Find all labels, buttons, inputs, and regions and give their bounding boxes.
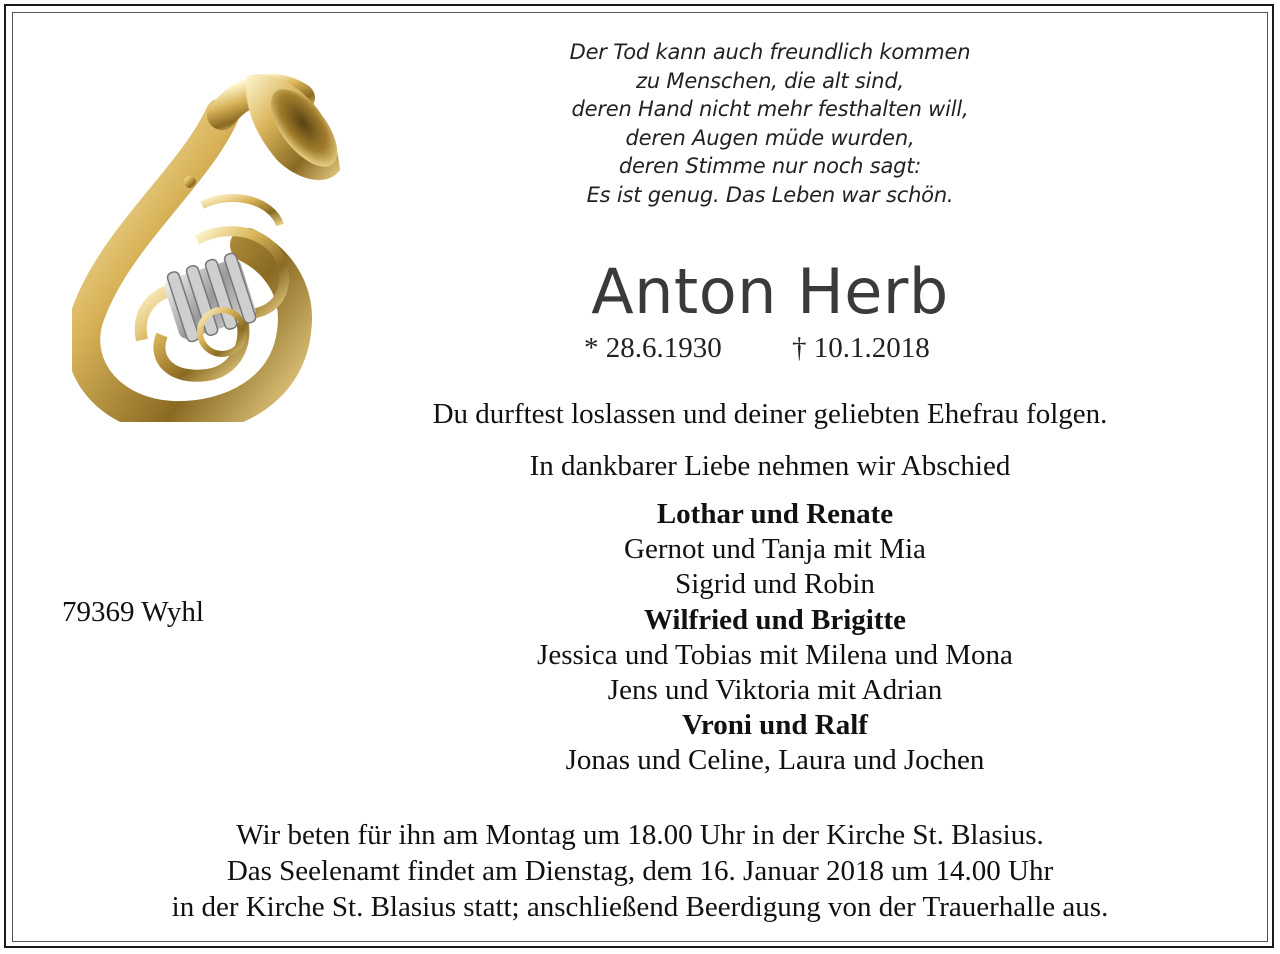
poem-line: deren Augen müde wurden, [625,125,915,150]
family-line: Wilfried und Brigitte [643,603,907,636]
family-line: Gernot und Tanja mit Mia [624,533,926,566]
service-line: Wir beten für ihn am Montag um 18.00 Uhr in der Kirche St. Blasius. [236,819,1044,851]
family-line: Jonas und Celine, Laura und Jochen [565,744,985,777]
poem-line: zu Menschen, die alt sind, [636,68,904,93]
thanks-text: In dankbarer Liebe nehmen wir Abschied [529,450,1011,482]
poem [470,38,1070,209]
family-line: Sigrid und Robin [675,568,875,601]
family-line: Jens und Viktoria mit Adrian [607,674,943,707]
family-line: Lothar und Renate [656,498,894,530]
life-dates [570,330,970,366]
farewell-text: Du durftest loslassen und deiner geliebten Ehefrau folgen. [432,398,1108,430]
deceased-name: Anton Herb [591,255,949,328]
birth-date: * 28.6.1930 [584,332,722,364]
family-line: Jessica und Tobias mit Milena und Mona [537,638,1013,671]
poem-line: deren Hand nicht mehr festhalten will, [571,97,969,121]
family-line: Vroni und Ralf [682,709,868,742]
poem-line: Es ist genug. Das Leben war schön. [586,182,954,207]
poem-line: deren Stimme nur noch sagt: [618,154,922,178]
service-info [60,817,1220,925]
place-text: 79369 Wyhl [62,596,204,628]
death-date: † 10.1.2018 [792,332,930,364]
service-line: in der Kirche St. Blasius statt; anschließend Beerdigung von der Trauerhalle aus. [171,891,1109,923]
service-line: Das Seelenamt findet am Dienstag, dem 16. Januar 2018 um 14.00 Uhr [226,855,1054,887]
poem-line: Der Tod kann auch freundlich kommen [569,40,971,64]
family-list [360,497,1190,779]
tuba-icon [72,70,354,422]
